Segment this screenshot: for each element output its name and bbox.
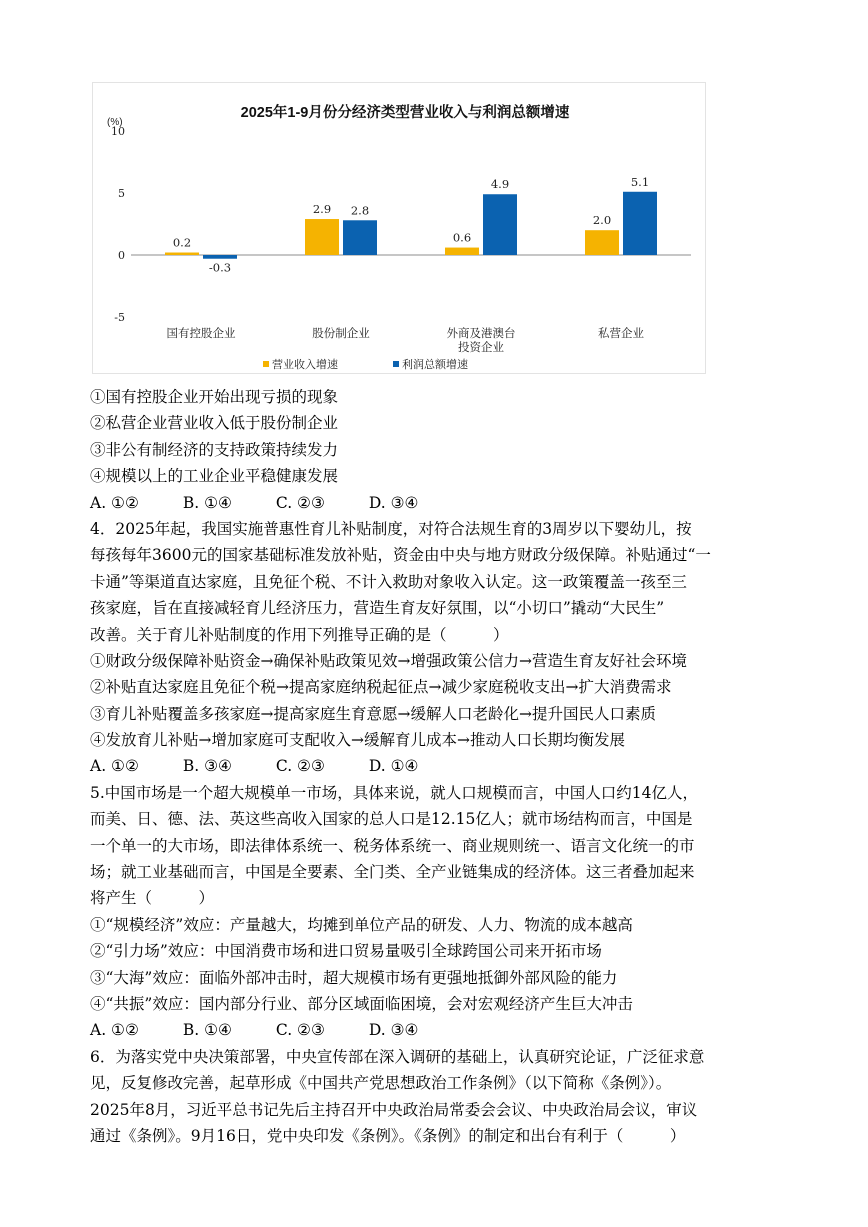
text-line: 6．为落实党中央决策部署，中央宣传部在深入调研的基础上，认真研究论证，广泛征求意	[90, 1047, 705, 1066]
y-tick-label: 5	[118, 187, 125, 200]
answer-option: D. ③④	[368, 1021, 419, 1040]
text-line: ①“规模经济”效应：产量越大，均摊到单位产品的研发、人力、物流的成本越高	[90, 915, 633, 934]
text-line: ③非公有制经济的支持政策持续发力	[90, 440, 339, 459]
answer-options	[90, 490, 790, 516]
category-label: 私营企业	[598, 326, 644, 340]
text-line: ②私营企业营业收入低于股份制企业	[90, 414, 339, 433]
answer-option: C. ②③	[275, 757, 325, 776]
y-tick-label: 0	[118, 249, 125, 262]
bar-value-label: 2.0	[592, 213, 612, 228]
bar-value-label: 0.6	[452, 230, 472, 245]
text-line: ②补贴直达家庭且免征个税→提高家庭纳税起征点→减少家庭税收支出→扩大消费需求	[90, 678, 672, 697]
text-line: ②“引力场”效应：中国消费市场和进口贸易量吸引全球跨国公司来开拓市场	[90, 942, 602, 961]
text-line: 将产生（ ）	[90, 889, 215, 908]
chart-title: 2025年1-9月份分经济类型营业收入与利润总额增速	[240, 105, 570, 121]
bar-profit	[343, 220, 377, 255]
category-label: 投资企业	[458, 340, 504, 354]
text-line: ①国有控股企业开始出现亏损的现象	[90, 388, 339, 406]
y-tick-label: -5	[114, 311, 125, 324]
text-line: 见，反复修改完善，起草形成《中国共产党思想政治工作条例》（以下简称《条例》）。	[90, 1074, 672, 1093]
text-line: 每孩每年3600元的国家基础标准发放补贴，资金由中央与地方财政分级保障。补贴通过“一	[90, 546, 711, 565]
answer-option: C. ②③	[275, 493, 325, 512]
answer-option: B. ①④	[182, 1021, 232, 1040]
bar-value-labels	[173, 175, 649, 275]
text-line: ④规模以上的工业企业平稳健康发展	[90, 467, 339, 486]
bar-profit	[203, 255, 237, 259]
text-line: 场；就工业基础而言，中国是全要素、全门类、全产业链集成的经济体。这三者叠加起来	[90, 863, 695, 882]
text-line: 一个单一的大市场，即法律体系统一、税务体系统一、商业规则统一、语言文化统一的市	[90, 836, 695, 855]
legend-label: 营业收入增速	[272, 358, 338, 371]
answer-option: B. ①④	[182, 493, 232, 512]
answer-options	[90, 1017, 790, 1043]
bar-revenue	[305, 219, 339, 255]
bar-chart	[93, 83, 705, 373]
category-labels	[167, 326, 645, 354]
text-line: 4．2025年起，我国实施普惠性育儿补贴制度，对符合法规生育的3周岁以下婴幼儿，按	[90, 519, 692, 538]
bar-revenue	[445, 248, 479, 255]
bar-value-label: 2.9	[312, 202, 332, 217]
answer-option: A. ①②	[90, 493, 139, 512]
bar-value-label: -0.3	[208, 260, 232, 275]
text-line: 卡通”等渠道直达家庭，且免征个税、不计入救助对象收入认定。这一政策覆盖一孩至三	[90, 572, 687, 591]
bar-revenue	[165, 253, 199, 255]
answer-option: D. ①④	[368, 757, 419, 776]
answer-option: D. ③④	[368, 493, 419, 512]
legend-label: 利润总额增速	[402, 358, 468, 371]
answer-option: A. ①②	[90, 757, 139, 776]
bar-value-label: 5.1	[630, 174, 650, 189]
y-tick-label: 10	[111, 125, 125, 138]
bar-revenue	[585, 230, 619, 255]
answer-option: A. ①②	[90, 1021, 139, 1040]
answer-option: C. ②③	[275, 1021, 325, 1040]
chart-panel	[92, 82, 706, 374]
text-line: 通过《条例》。9月16日，党中央印发《条例》。《条例》的制定和出台有利于（ ）	[90, 1126, 686, 1145]
category-label: 国有控股企业	[166, 326, 236, 340]
bar-profit	[483, 194, 517, 255]
text-line: ④“共振”效应：国内部分行业、部分区域面临困境，会对宏观经济产生巨大冲击	[90, 994, 633, 1013]
bar-value-label: 4.9	[490, 177, 510, 192]
answer-option: B. ③④	[182, 757, 232, 776]
text-line: 5.中国市场是一个超大规模单一市场，具体来说，就人口规模而言，中国人口约14亿人，	[90, 783, 699, 802]
text-line: 而美、日、德、法、英这些高收入国家的总人口是12.15亿人；就市场结构而言，中国是	[90, 810, 693, 829]
text-line: ①财政分级保障补贴资金→确保补贴政策见效→增强政策公信力→营造生育友好社会环境	[90, 651, 687, 670]
category-label: 股份制企业	[312, 326, 370, 340]
category-label: 外商及港澳台	[446, 326, 516, 340]
answer-options	[90, 753, 790, 779]
text-line: 孩家庭，旨在直接减轻育儿经济压力，营造生育友好氛围，以“小切口”撬动“大民生”	[90, 599, 665, 618]
question-text	[90, 384, 790, 1149]
text-line: 2025年8月，习近平总书记先后主持召开中央政治局常委会会议、中央政治局会议，审议	[90, 1100, 698, 1119]
legend	[263, 357, 468, 371]
legend-swatch	[393, 361, 399, 367]
text-line: ④发放育儿补贴→增加家庭可支配收入→缓解育儿成本→推动人口长期均衡发展	[90, 731, 625, 750]
bar-profit	[623, 192, 657, 255]
text-line: ③育儿补贴覆盖多孩家庭→提高家庭生育意愿→缓解人口老龄化→提升国民人口素质	[90, 704, 656, 723]
bar-value-label: 2.8	[350, 203, 370, 218]
legend-swatch	[263, 361, 269, 367]
bar-value-label: 0.2	[172, 235, 192, 250]
bars	[165, 192, 657, 259]
text-line: ③“大海”效应：面临外部冲击时，超大规模市场有更强地抵御外部风险的能力	[90, 968, 618, 987]
text-line: 改善。关于育儿补贴制度的作用下列推导正确的是（ ）	[90, 625, 509, 644]
y-axis-unit: (%)	[107, 117, 123, 128]
